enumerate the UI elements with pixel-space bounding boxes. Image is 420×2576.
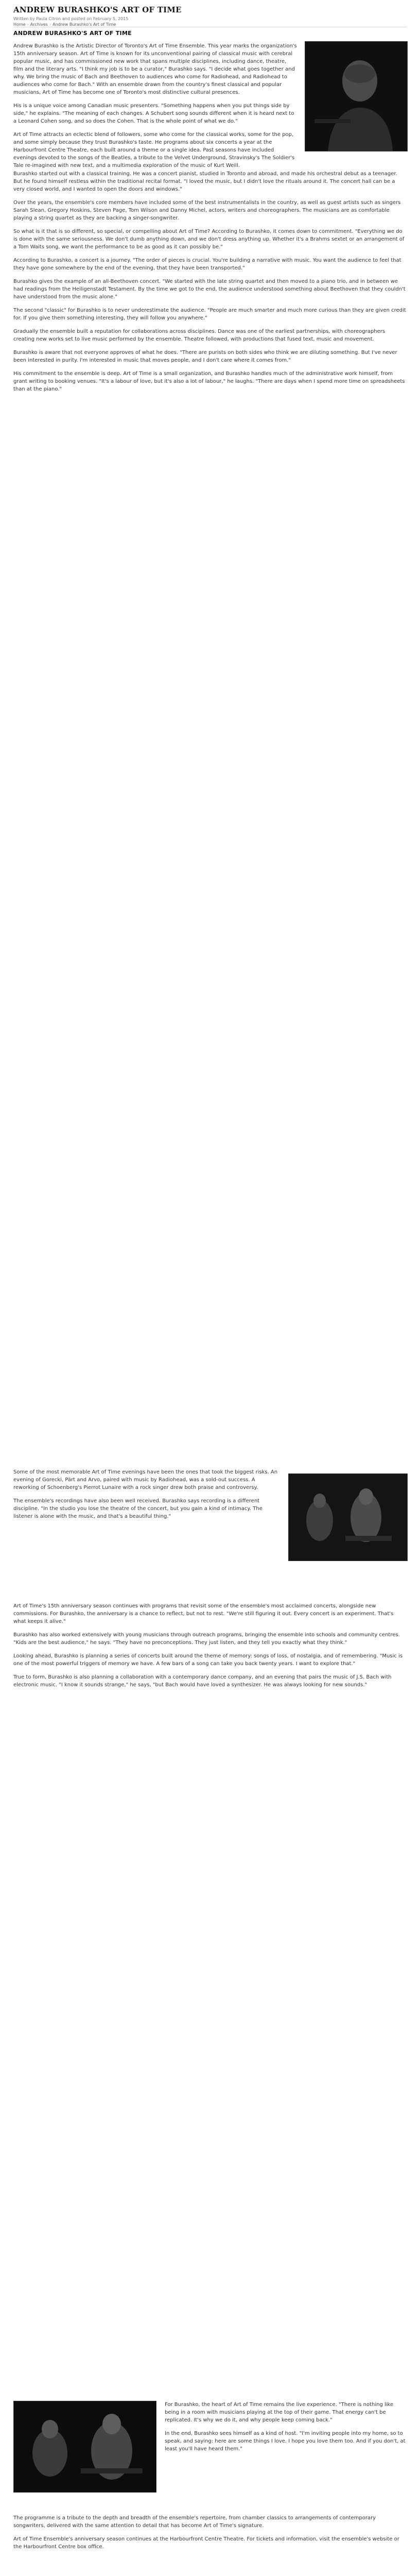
site-header bbox=[13, 5, 407, 27]
breadcrumb: Home › Archives › Andrew Burashko's Art of Time bbox=[13, 22, 116, 27]
breadcrumb-home-link[interactable]: Home bbox=[13, 22, 26, 27]
portrait-photo bbox=[305, 41, 408, 151]
article-title: ANDREW BURASHKO'S ART OF TIME bbox=[13, 30, 132, 37]
site-title[interactable]: ANDREW BURASHKO'S ART OF TIME bbox=[13, 5, 182, 14]
paragraph-21: The programme is a tribute to the depth and breadth of the ensemble's repertoire, from chamber classics to arrangements of contemporary songwriters, delivered with the same attention to detail that has become Art of Time's signature. bbox=[13, 2515, 376, 2529]
paragraph-18: True to form, Burashko is also planning a collaboration with a contemporary dance company, and an evening that pairs the music of J.S. Bach with electronic music. "I know it sounds strange," he says, "but Bach would have loved a synthesizer. He was always looking for new sounds." bbox=[13, 1674, 392, 1688]
paragraph-15: Art of Time's 15th anniversary season continues with programs that revisit some of the ensemble's most acclaimed concerts, alongside new commissions. For Burashko, the anniversary is a chance to reflect, but not to rest. "We're still figuring it out. Every concert is an experiment. That's what keeps it alive." bbox=[13, 1603, 394, 1624]
concert-photo-1 bbox=[288, 1473, 408, 1561]
portrait-illustration bbox=[305, 42, 407, 151]
paragraph-1: Andrew Burashko is the Artistic Director of Toronto's Art of Time Ensemble. This year marks the organization's 15th anniversary season. Art of Time is known for its unconventional pairing of classical music with cerebral popular music, and has commissioned new work that spans multiple disciplines, including dance, theatre, film and the literary arts. "I think my job is to be a curator," Burashko says. "I decide what goes together and why. We bring the music of Bach and Beethoven to audiences who come for Radiohead, and Radiohead to audiences who come for Bach." With an ensemble drawn from the country's finest classical and popular musicians, Art of Time has become one of Toronto's most distinctive cultural presences. bbox=[13, 43, 297, 95]
breadcrumb-archives-link[interactable]: Archives bbox=[30, 22, 48, 27]
paragraph-14: The ensemble's recordings have also been well received. Burashko says recording is a different discipline. "In the studio you lose the theatre of the concert, but you gain a kind of intimacy. The listener is alone with the music, and that's a beautiful thing." bbox=[13, 1498, 262, 1519]
paragraph-5: Over the years, the ensemble's core members have included some of the best instrumentalists in the country, as well as guest artists such as singers Sarah Slean, Gregory Hoskins, Steven Page, Tom Wilson and Danny Michel, actors, writers and choreographers. The musicians are as comfortable playing a string quartet as they are backing a singer-songwriter. bbox=[13, 200, 401, 221]
paragraph-13: Some of the most memorable Art of Time evenings have been the ones that took the biggest risks. An evening of Gorecki, Pärt and Arvo, paired with music by Radiohead, was a sold-out success. A reworking of Schoenberg's Pierrot Lunaire with a rock singer drew both praise and controversy. bbox=[13, 1469, 278, 1490]
concert-photo-2 bbox=[13, 2401, 156, 2493]
post-meta: Written by Paula Citron and posted on February 5, 2015 bbox=[13, 16, 129, 21]
article-body-3 bbox=[13, 1468, 279, 1526]
paragraph-11: Burashko is aware that not everyone approves of what he does. "There are purists on both sides who think we are diluting something. But I've never been interested in purity. I'm interested in music that moves people, and I don't care where it comes from." bbox=[13, 350, 397, 363]
paragraph-22: Art of Time Ensemble's anniversary season continues at the Harbourfront Centre Theatre. For tickets and information, visit the ensemble's website or the Harbourfront Centre box office. bbox=[13, 2536, 399, 2550]
paragraph-9: The second "classic" for Burashko is to never underestimate the audience. "People are much smarter and much more curious than they are given credit for. If you give them something interesting, they will follow you anywhere." bbox=[13, 308, 406, 321]
concert-illustration-2 bbox=[14, 2401, 156, 2492]
paragraph-7: According to Burashko, a concert is a journey. "The order of pieces is crucial. You're building a narrative with music. You want the audience to feel that they have gone somewhere by the end of the evening, that they have been transported." bbox=[13, 258, 401, 271]
paragraph-20: In the end, Burashko sees himself as a kind of host. "I'm inviting people into my home, so to speak, and saying: here are some things I love. I hope you love them too. And if you don't, at least you'll have heard them." bbox=[165, 2431, 406, 2452]
article-body-6 bbox=[13, 2514, 407, 2556]
paragraph-2: His is a unique voice among Canadian music presenters. "Something happens when you put things side by side," he explains. "The meaning of each changes. A Schubert song sounds different when it is heard next to a Leonard Cohen song, and so does the Cohen. That is the whole point of what we do." bbox=[13, 103, 294, 124]
concert-illustration-1 bbox=[289, 1474, 407, 1561]
paragraph-3: Art of Time attracts an eclectic blend of followers, some who come for the classical works, some for the pop, and some simply because they trust Burashko's taste. He programs about six concerts a year at the Harbourfront Centre Theatre, each built around a theme or a single idea. Past seasons have included evenings devoted to the songs of the Beatles, a tribute to the Velvet Underground, Stravinsky's The Soldier's Tale re-imagined with new text, and a multimedia exploration of the music of Kurt Weill. bbox=[13, 132, 295, 168]
article-body-2 bbox=[13, 170, 407, 399]
paragraph-10: Gradually the ensemble built a reputation for collaborations across disciplines. Dance was one of the earliest partnerships, with choreographers creating new works set to live music performed by the ensemble. Theatre followed, with productions that fused text, music and movement. bbox=[13, 329, 386, 342]
article-body-4 bbox=[13, 1602, 407, 1694]
paragraph-17: Looking ahead, Burashko is planning a series of concerts built around the theme of memory: songs of loss, of nostalgia, and of remembering. "Music is one of the most powerful triggers of memory we have. A few bars of a song can take you back twenty years. I want to explore that." bbox=[13, 1653, 403, 1667]
article-body-1 bbox=[13, 42, 297, 175]
paragraph-8: Burashko gives the example of an all-Beethoven concert. "We started with the late string quartet and then moved to a piano trio, and in between we had readings from the Heiligenstadt Testament. By the time we got to the end, the audience understood something about Beethoven that they couldn't have understood from the music alone." bbox=[13, 279, 406, 300]
paragraph-16: Burashko has also worked extensively with young musicians through outreach programs, bringing the ensemble into schools and community centres. "Kids are the best audience," he says. "They have no preconceptions. They just listen, and they tell you exactly what they think." bbox=[13, 1632, 400, 1646]
paragraph-19: For Burashko, the heart of Art of Time remains the live experience. "There is nothing like being in a room with musicians playing at the top of their game. That energy can't be replicated. It's why we do it, and why people keep coming back." bbox=[165, 2402, 394, 2423]
paragraph-12: His commitment to the ensemble is deep. Art of Time is a small organization, and Burashko handles much of the administrative work himself, from grant writing to booking venues. "It's a labour of love, but it's also a lot of labour," he laughs. "There are days when I spend more time on spreadsheets than at the piano." bbox=[13, 371, 405, 392]
paragraph-4: Burashko started out with a classical training. He was a concert pianist, studied in Toronto and abroad, and made his orchestral debut as a teenager. But he found himself restless within the traditional recital format. "I loved the music, but I didn't love the rituals around it. The concert hall can be a very closed world, and I wanted to open the doors and windows." bbox=[13, 171, 397, 192]
paragraph-6: So what is it that is so different, so special, or compelling about Art of Time? According to Burashko, it comes down to commitment. "Everything we do is done with the same seriousness. We don't dumb anything down, and we don't dress anything up. Whether it's a Brahms sextet or an arrangement of a Tom Waits song, we want the performance to be as good as it can possibly be." bbox=[13, 229, 405, 250]
article-body-5 bbox=[165, 2401, 407, 2459]
breadcrumb-current: Andrew Burashko's Art of Time bbox=[52, 22, 116, 27]
